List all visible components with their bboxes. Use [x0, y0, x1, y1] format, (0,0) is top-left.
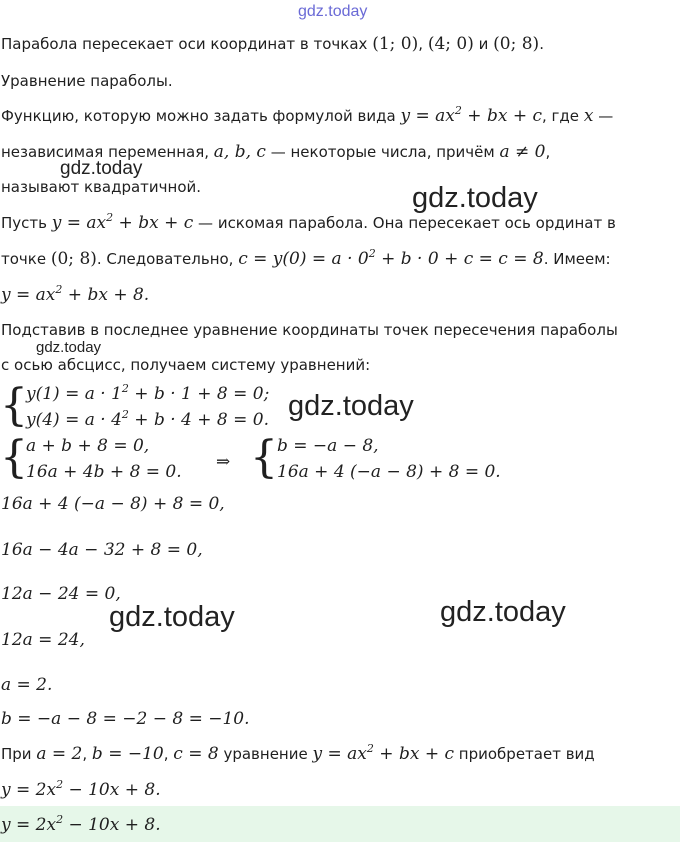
formula: b = −a − 8 = −2 − 8 = −10. [1, 709, 250, 729]
implies-arrow [216, 452, 230, 472]
text: Подставив в последнее уравнение координаты точек пересечения параболы [1, 321, 618, 339]
watermark: gdz.today [36, 339, 102, 356]
formula: 16a + 4 (−a − 8) + 8 = 0. [277, 462, 501, 482]
result-line [1, 780, 161, 800]
step [1, 675, 52, 695]
answer [1, 815, 161, 835]
math: c = 8 [173, 744, 219, 764]
formula: a + b + 8 = 0, [26, 436, 150, 456]
step [1, 584, 121, 604]
text: Уравнение параболы. [1, 72, 173, 90]
step [1, 540, 203, 560]
system-line [277, 462, 501, 482]
paragraph [1, 34, 544, 54]
paragraph [1, 321, 618, 339]
watermark: gdz.today [60, 158, 143, 179]
math: (1; 0) [372, 34, 419, 54]
text: уравнение [223, 745, 308, 763]
formula: 16a − 4a − 32 + 8 = 0, [1, 540, 203, 560]
formula: $y = 2x^2 - 10x + 8$. [1, 778, 161, 800]
math: a = 2 [36, 744, 83, 764]
text: , [545, 143, 551, 161]
formula: $y(4) = a \cdot 4^2 + b \cdot 4 + 8 = 0$. [26, 408, 270, 430]
watermark: gdz.today [298, 3, 368, 20]
left-brace: { [250, 432, 278, 483]
text: , где [542, 107, 580, 125]
watermark: gdz.today [109, 601, 235, 633]
text: с осью абсцисс, получаем систему уравнений: [1, 356, 371, 374]
text: . Имеем: [543, 250, 611, 268]
formula: 16a + 4 (−a − 8) + 8 = 0, [1, 494, 225, 514]
text: , [163, 745, 169, 763]
text: называют квадратичной. [1, 178, 202, 196]
formula: b = −a − 8, [277, 436, 379, 456]
system-line [26, 462, 182, 482]
step [1, 630, 85, 650]
step [1, 709, 250, 729]
text: приобретает вид [458, 745, 595, 763]
system-line [277, 436, 379, 456]
math: (0; 8) [50, 249, 97, 269]
text: независимая переменная, [1, 143, 210, 161]
answer-formula: $y = 2x^2 - 10x + 8$. [1, 813, 161, 835]
formula: $y = ax^2$ + bx + c [400, 104, 542, 126]
arrow: ⇒ [216, 452, 231, 472]
text: Функцию, которую можно задать формулой вида [1, 107, 396, 125]
formula-line [1, 285, 149, 305]
text: — [598, 107, 614, 125]
math: b = −10 [91, 744, 164, 764]
watermark: gdz.today [412, 182, 538, 214]
text: точке [1, 250, 47, 268]
text: Пусть [1, 214, 47, 232]
math: x [583, 106, 594, 126]
text: . [539, 35, 544, 53]
formula: a = 2. [1, 675, 53, 695]
text: . Следовательно, [96, 250, 234, 268]
math: (0; 8) [493, 34, 540, 54]
text: — некоторые числа, причём [270, 143, 495, 161]
formula: $y = ax^2$ + bx + c [312, 742, 455, 764]
formula: $y(1) = a \cdot 1^2 + b \cdot 1 + 8 = 0$; [26, 382, 270, 404]
formula: $c = y(0) = a \cdot 0^2 + b \cdot 0 + c = c = 8$ [238, 247, 544, 269]
text: — искомая парабола. Она пересекает ось ординат в [198, 214, 616, 232]
watermark: gdz.today [288, 390, 414, 422]
formula: 12a = 24, [1, 630, 85, 650]
math: (4; 0) [427, 34, 474, 54]
text: Парабола пересекает оси координат в точках [1, 35, 368, 53]
system-line [26, 384, 269, 404]
paragraph [1, 249, 611, 269]
paragraph [1, 356, 370, 374]
math: a ≠ 0 [499, 142, 546, 162]
paragraph [1, 106, 613, 126]
formula: $y = ax^2$ + bx + c [51, 211, 194, 233]
left-brace: { [0, 380, 28, 431]
formula: $y = ax^2$ + bx + 8. [1, 283, 150, 305]
text: и [478, 35, 489, 53]
system-line [26, 410, 269, 430]
paragraph [1, 213, 616, 233]
paragraph [1, 178, 201, 196]
formula: 16a + 4b + 8 = 0. [26, 462, 182, 482]
math: a, b, c [213, 142, 266, 162]
paragraph [1, 744, 595, 764]
left-brace: { [0, 432, 28, 483]
text: При [1, 745, 32, 763]
text: , [82, 745, 88, 763]
system-line [26, 436, 149, 456]
watermark: gdz.today [440, 596, 566, 628]
formula: 12a − 24 = 0, [1, 584, 121, 604]
step [1, 494, 225, 514]
text: , [418, 35, 424, 53]
heading-text [1, 72, 173, 90]
